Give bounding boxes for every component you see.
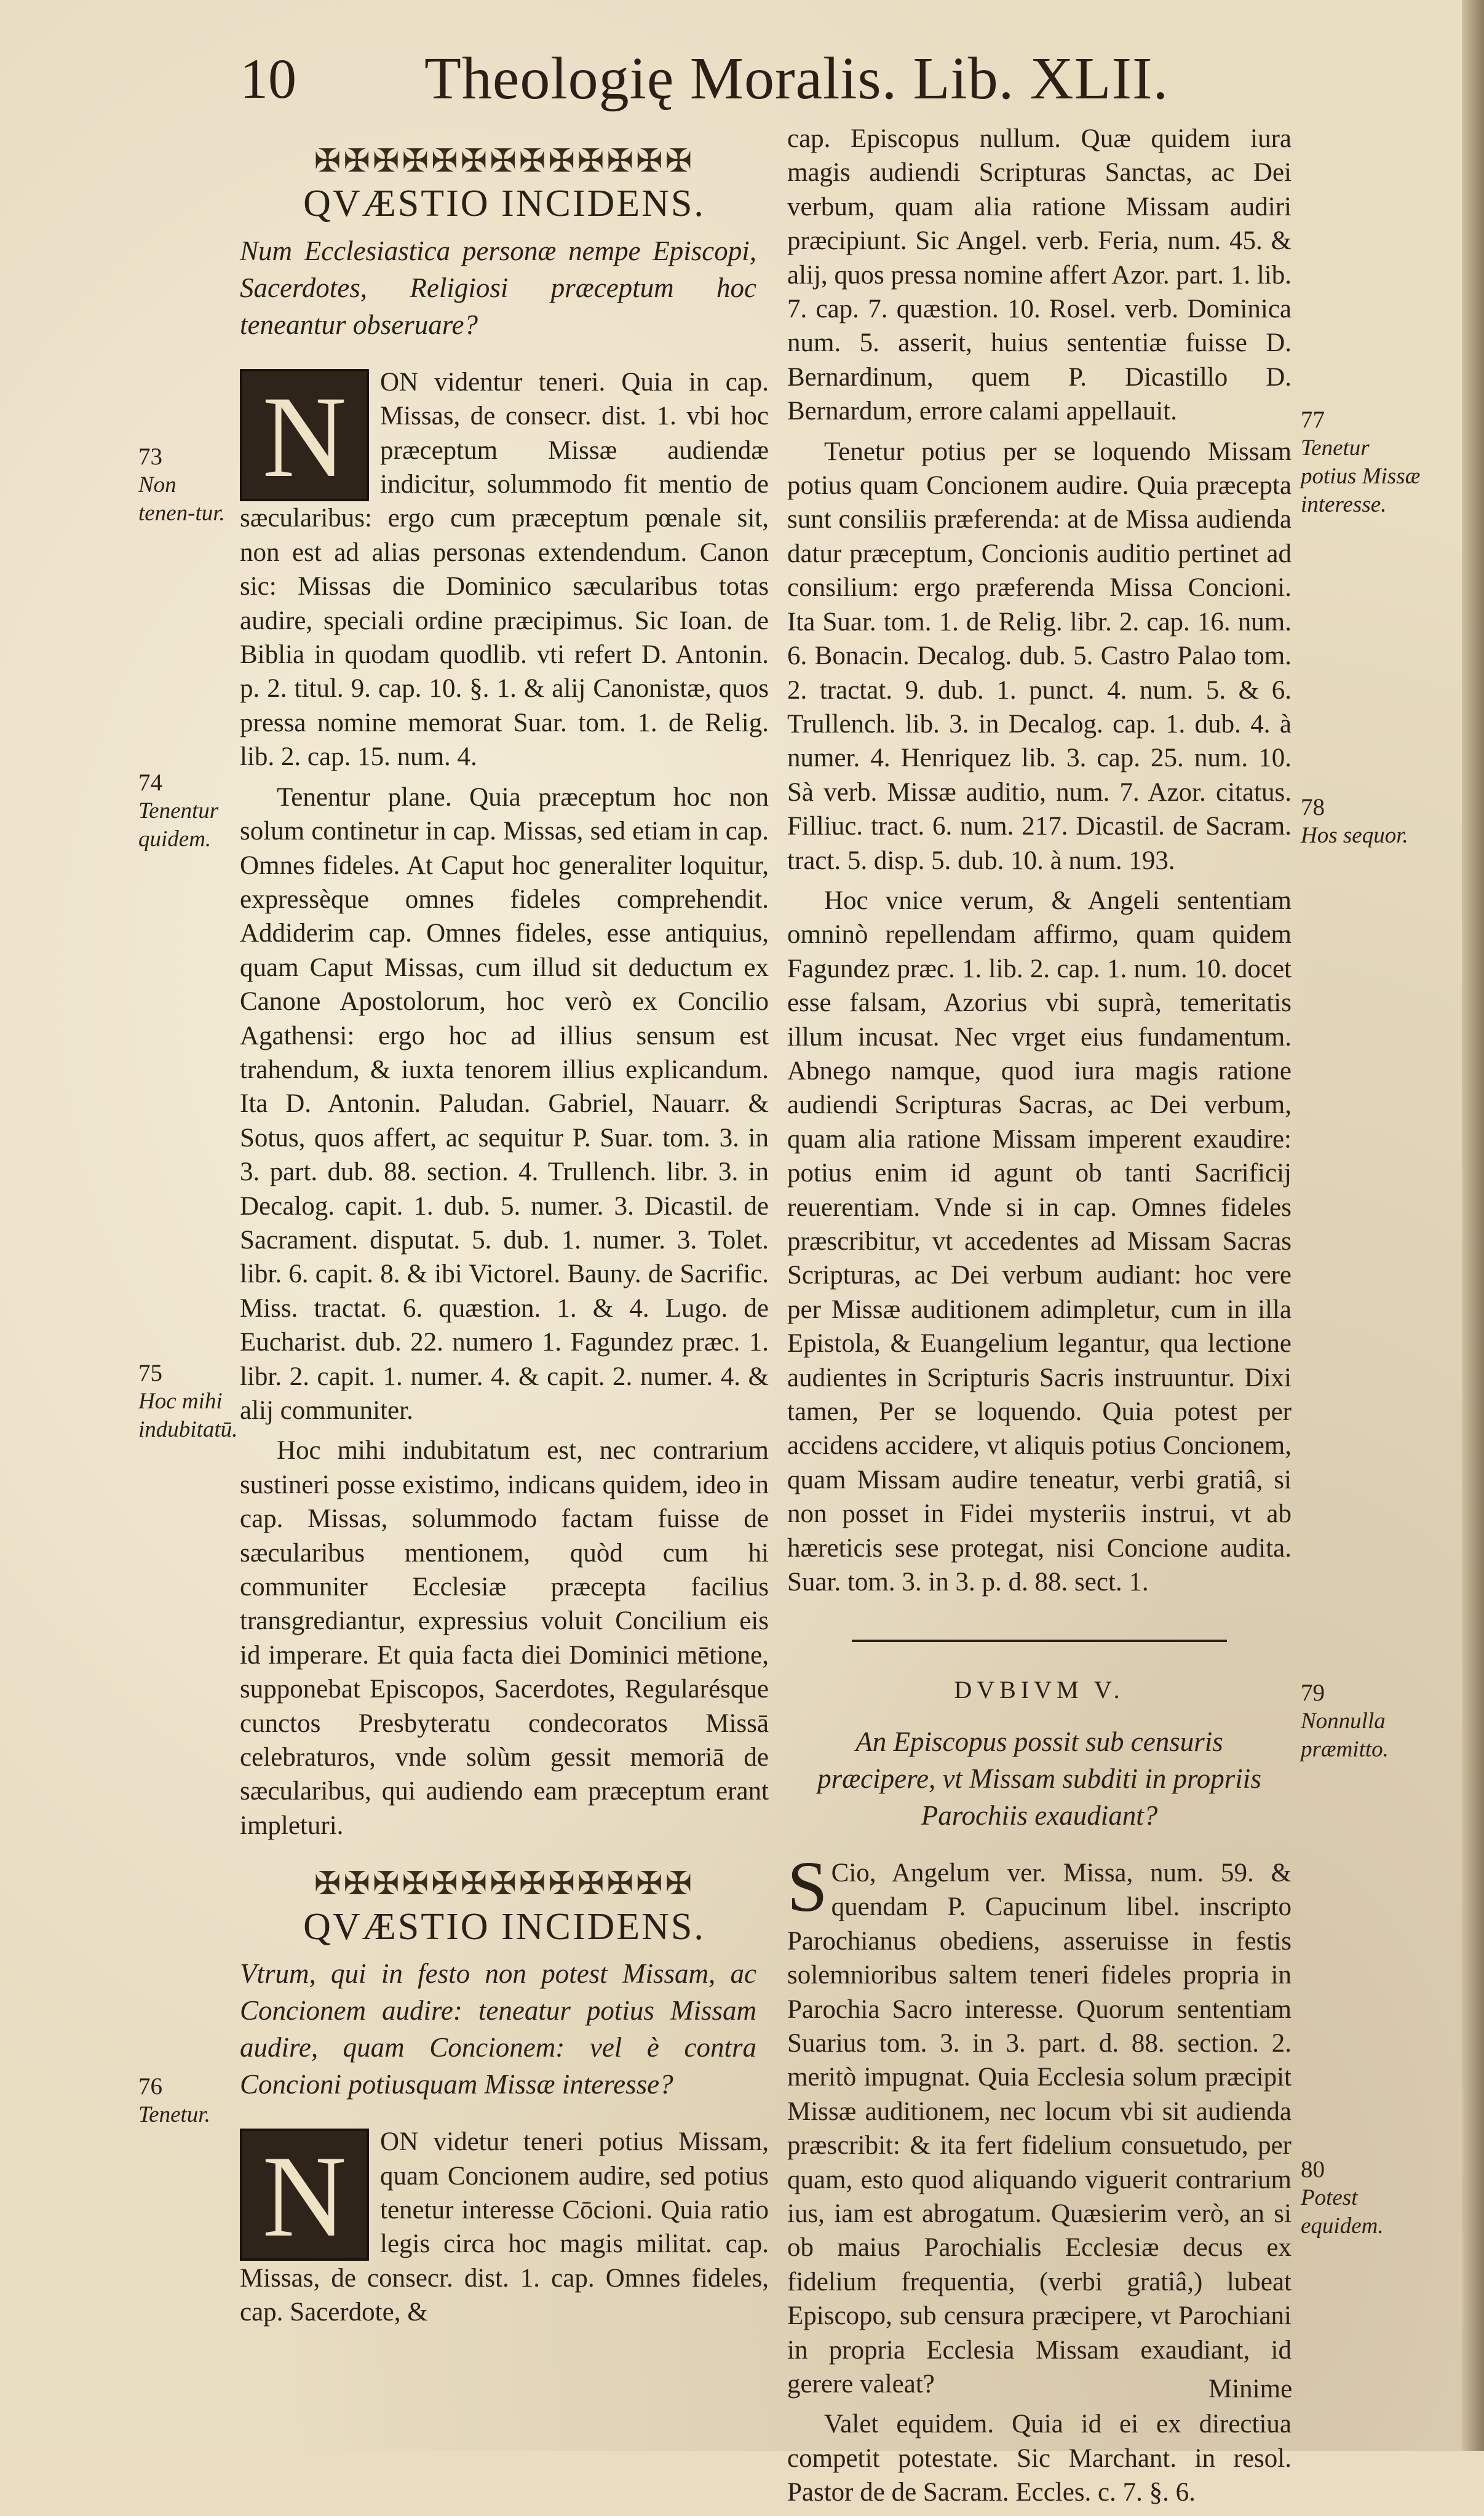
margin-note-79 — [1301, 1679, 1424, 1764]
margin-note-75-text: Hoc mihi indubitatū. — [138, 1389, 238, 1442]
dubium-title: DVBIVM V. — [954, 1676, 1125, 1704]
section-divider-rule — [852, 1640, 1227, 1642]
margin-note-78 — [1301, 793, 1424, 850]
margin-note-77-text: Tenetur potius Missæ interesse. — [1301, 435, 1421, 517]
margin-note-77 — [1301, 406, 1424, 519]
ornament-band-middle: ✠✠✠✠✠✠✠✠✠✠✠✠✠ — [314, 1867, 695, 1902]
left-column — [240, 132, 769, 2336]
margin-note-75 — [138, 1359, 243, 1444]
margin-note-78-number: 78 — [1301, 794, 1325, 820]
margin-note-76 — [138, 2073, 231, 2129]
margin-note-79-text: Nonnulla præmitto. — [1301, 1708, 1389, 1762]
page-header — [240, 48, 1445, 116]
paragraph-73 — [240, 365, 769, 774]
ornament-band-top: ✠✠✠✠✠✠✠✠✠✠✠✠✠ — [314, 145, 695, 179]
decorated-initial-n-icon: N — [240, 369, 369, 501]
margin-note-73-text: Non tenen-tur. — [138, 472, 225, 526]
margin-note-77-number: 77 — [1301, 407, 1325, 433]
section-question-1: Num Ecclesiastica personæ nempe Episcopi, Sacerdotes, Religiosi præceptum hoc teneantur obseruare? — [240, 235, 756, 340]
margin-note-75-number: 75 — [138, 1360, 162, 1386]
margin-note-76-text: Tenetur. — [138, 2102, 210, 2127]
paragraph-78: Hoc vnice verum, & Angeli sententiam omninò repellendam affirmo, quam quidem Fagundez præc. 1. lib. 2. cap. 1. num. 10. docet esse falsam, Azorius vbi suprà, temeritatis illum incusat. Nec vrget eius fundamentum. Abnego namque, quod iura magis ratione audiendi Scripturas Sacras, ac Dei verbum, quam alia ratione Missam imperent exaudire: potius enim id agunt ob tanti Sacrificij reuerentiam. Vnde si in cap. Omnes fideles præscribitur, vt accedentes ad Missam Sacras Scripturas, ac Dei verbum audiant: hoc vere per Missæ auditionem adimpletur, cum in illa Epistola, & Euangelium legantur, qua lectione audientes in Scripturis Sacris instruuntur. Dixi tamen, Per se loquendo. Quia potest per accidens accidere, vt aliquis potius Concionem, quam Missam audire teneatur, verbi gratiâ, si non posset in Fidei mysteriis instrui, vt ab hæreticis sese protegat, nisi Concione audita. Suar. tom. 3. in 3. p. d. 88. sect. 1. — [787, 886, 1292, 1597]
margin-note-73 — [138, 443, 231, 528]
margin-note-73-number: 73 — [138, 443, 162, 470]
margin-note-76-number: 76 — [138, 2073, 162, 2100]
margin-note-79-number: 79 — [1301, 1680, 1325, 1706]
section-question-2: Vtrum, qui in festo non potest Missam, ac Concionem audire: teneatur potius Missam audire, quam Concionem: vel è contra Concioni potiusquam Missæ interesse? — [240, 1958, 756, 2100]
paragraph-76-text: ON videtur teneri potius Missam, quam Concionem audire, sed potius tenetur interesse Cōcioni. Quia ratio legis circa hoc magis militat. cap. Missas, de consecr. dist. 1. cap. Omnes fideles, cap. Sacerdote, & — [240, 2127, 769, 2327]
page-number: 10 — [240, 47, 296, 110]
margin-note-80-number: 80 — [1301, 2156, 1325, 2183]
running-title: Theologię Moralis. Lib. XLII. — [424, 46, 1169, 112]
catchword: Minime — [1208, 2375, 1293, 2403]
section-heading-1: QVÆSTIO INCIDENS. — [303, 183, 705, 225]
paragraph-79-text: Cio, Angelum ver. Missa, num. 59. & quendam P. Capucinum libel. inscripto Parochianus obediens, asseruisse in festis solemnioribus saltem teneri fideles propria in Parochia Sacro interesse. Quorum sententiam Suarius tom. 3. in 3. part. d. 88. section. 2. meritò impugnat. Quia Ecclesia solum præcipit Missæ auditionem, nec locum vbi sit audienda præscribit: & ita fert fidelium consuetudo, per quam, esto quod aliquando viguerit contrarium ius, iam est abrogatum. Quæsierim verò, an si ob maius Parochialis Ecclesiæ decus ex fidelium frequentia, (verbi gratiâ,) lubeat Episcopo, sub censura præcipere, vt Parochiani in propria Ecclesia Missam exaudiant, id gerere valeat? — [787, 1858, 1292, 2399]
margin-note-80-text: Potest equidem. — [1301, 2185, 1384, 2239]
margin-note-74-number: 74 — [138, 769, 162, 796]
paragraph-74: Tenentur plane. Quia præceptum hoc non solum continetur in cap. Missas, sed etiam in cap. Omnes fideles. At Caput hoc generaliter loquitur, expressèque omnes fideles comprehendit. Addiderim cap. Omnes fideles, esse antiquius, quam Caput Missas, cum illud sit deductum ex Canone Apostolorum, hoc verò ex Concilio Agathensi: ergo hoc ad illius sensum est trahendum, & iuxta tenorem illius explicandum. Ita D. Antonin. Paludan. Gabriel, Nauarr. & Sotus, quos affert, ac sequitur P. Suar. tom. 3. in 3. part. dub. 88. section. 4. Trullench. libr. 3. in Decalog. capit. 1. dub. 5. numer. 3. Dicastil. de Sacrament. disputat. 5. dub. 1. numer. 3. Tolet. libr. 6. capit. 8. & ibi Victorel. Bauny. de Sacrific. Miss. tractat. 6. quæstion. 1. & 4. Lugo. de Eucharist. dub. 22. numero 1. Fagundez præc. 1. libr. 2. capit. 1. numer. 4. & capit. 2. numer. 4. & alij communiter. — [240, 782, 769, 1425]
section-heading-2: QVÆSTIO INCIDENS. — [303, 1905, 705, 1948]
margin-note-74-text: Tenentur quidem. — [138, 798, 219, 852]
margin-note-74 — [138, 769, 237, 854]
paragraph-79 — [787, 1846, 1292, 2402]
dubium-question: An Episcopus possit sub censuris præcipere, vt Missam subditi in propriis Parochiis exaudiant? — [817, 1726, 1261, 1831]
margin-note-78-text: Hos sequor. — [1301, 823, 1408, 848]
paragraph-73-text: ON videntur teneri. Quia in cap. Missas, de consecr. dist. 1. vbi hoc præceptum Missæ audiendæ indicitur, solummodo fit mentio de sæcularibus: ergo cum præceptum pœnale sit, non est ad alias personas extendendum. Canon sic: Missas die Dominico sæcularibus totas audire, speciali ordine præcipimus. Sic Ioan. de Biblia in quodam quodlib. vti refert D. Antonin. p. 2. titul. 9. cap. 10. §. 1. & alij Canonistæ, quos pressa nomine memorat Suar. tom. 1. de Relig. lib. 2. cap. 15. num. 4. — [240, 367, 769, 772]
paragraph-77: Tenetur potius per se loquendo Missam potius quam Concionem audire. Quia præcepta sunt consiliis præferenda: at de Missa audienda datur præceptum, Concionis auditio pertinet ad consilium: ergo præferenda Missa Concioni. Ita Suar. tom. 1. de Relig. libr. 2. cap. 16. num. 6. Bonacin. Decalog. dub. 5. Castro Palao tom. 2. tractat. 9. dub. 1. punct. 4. num. 5. & 6. Trullench. lib. 3. in Decalog. cap. 1. dub. 4. à numer. 4. Henriquez lib. 3. cap. 25. num. 10. Sà verb. Missæ auditio, num. 7. Azor. citatus. Filliuc. tract. 6. num. 217. Dicastil. de Sacram. tract. 5. disp. 5. dub. 10. à num. 193. — [787, 437, 1292, 875]
paragraph-75: Hoc mihi indubitatum est, nec contrarium sustineri posse existimo, indicans quidem, ideo in cap. Missas, solummodo factam fuisse de sæcularibus mentionem, quòd cum hi communiter Ecclesiæ præcepta facilius transgrediantur, expressius voluit Concilium eis id imperare. Et quia facta diei Dominici mētione, supponebat Episcopos, Sacerdotes, Regularésque cunctos Presbyteratu condecoratos Missā celebraturos, vnde solùm gessit memoriā de sæcularibus, qui audiendo eam præceptum erant impleturi. — [240, 1436, 769, 1840]
paragraph-76 — [240, 2125, 769, 2329]
paragraph-continued: cap. Episcopus nullum. Quæ quidem iura magis audiendi Scripturas Sanctas, ac Dei verbum, quam alia ratione Missam audiri præcipiunt. Sic Angel. verb. Feria, num. 45. & alij, quos pressa nomine affert Azor. part. 1. lib. 7. cap. 7. quæstion. 10. Rosel. verb. Dominica num. 5. asserit, huius sententiæ fuisse D. Bernardinum, quem P. Dicastillo D. Bernardum, errore calami appellauit. — [787, 124, 1292, 426]
paragraph-80: Valet equidem. Quia id ei ex directiua competit potestate. Sic Marchant. in resol. Pastor de de Sacram. Eccles. c. 7. §. 6. — [787, 2410, 1292, 2507]
initial-s: S — [787, 1846, 828, 1927]
page-gutter-shadow — [1462, 0, 1484, 2451]
margin-note-80 — [1301, 2156, 1424, 2240]
right-column — [787, 122, 1292, 2516]
decorated-initial-n-2-icon: N — [240, 2129, 369, 2261]
